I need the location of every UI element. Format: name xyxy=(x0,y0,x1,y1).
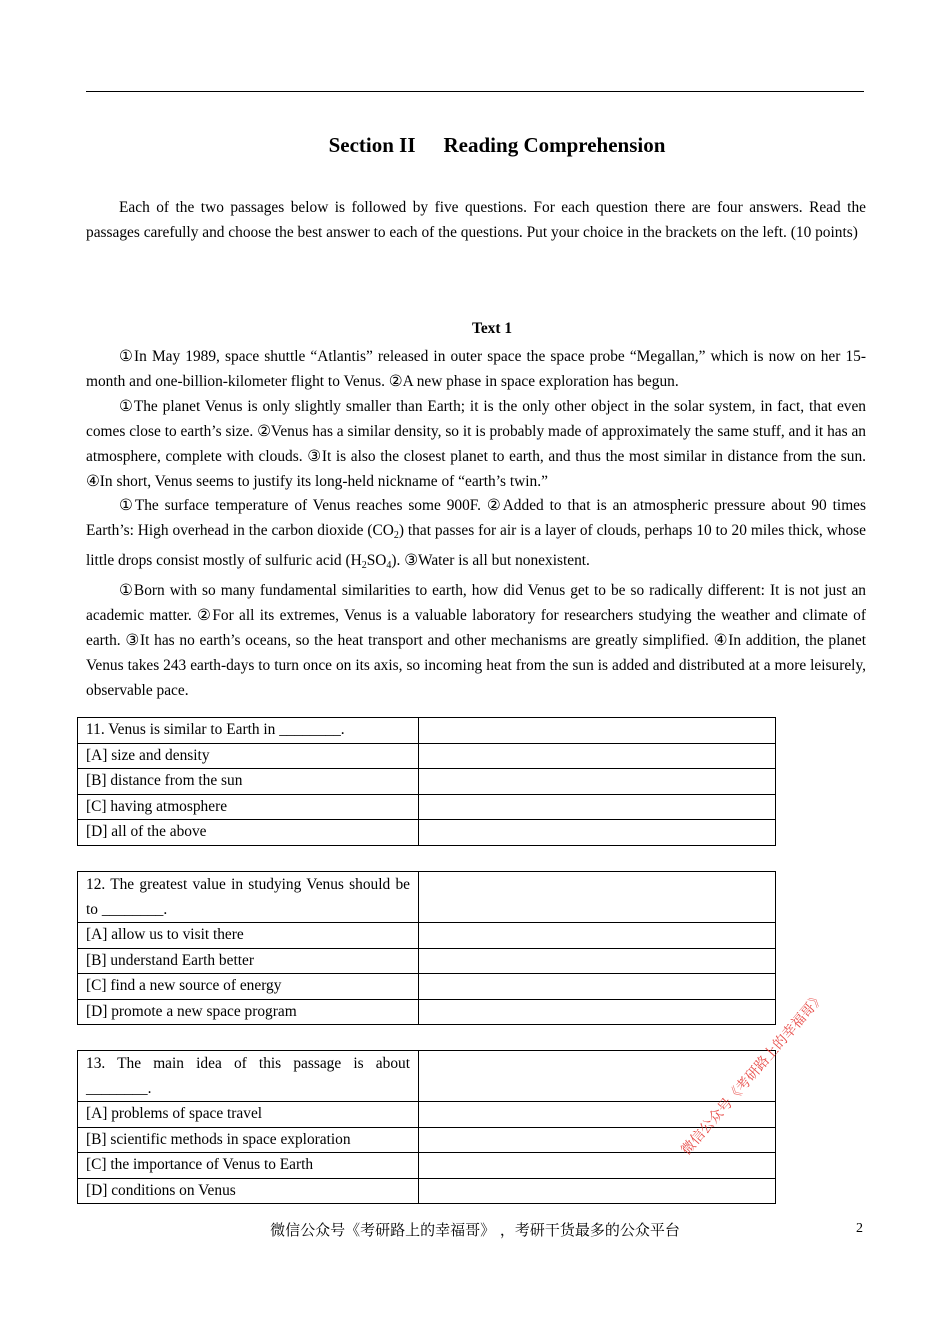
answer-cell xyxy=(419,1127,776,1153)
option-b[interactable]: [B] understand Earth better xyxy=(78,948,419,974)
option-b[interactable]: [B] distance from the sun xyxy=(78,769,419,795)
option-row xyxy=(78,1127,776,1153)
paragraph-3 xyxy=(86,494,866,579)
question-row xyxy=(78,872,776,923)
option-row xyxy=(78,923,776,949)
answer-cell[interactable] xyxy=(419,872,776,923)
answer-cell xyxy=(419,1153,776,1179)
option-row xyxy=(78,948,776,974)
option-c[interactable]: [C] having atmosphere xyxy=(78,794,419,820)
question-12-table xyxy=(77,871,776,1025)
answer-cell[interactable] xyxy=(419,718,776,744)
instructions-text: Each of the two passages below is followed by five questions. For each question there are four answers. Read the passages carefully and choose the best answer to each of the questions. Put your choice in the brackets on the left. (10 points) xyxy=(86,199,866,241)
answer-cell xyxy=(419,974,776,1000)
question-row xyxy=(78,718,776,744)
answer-cell xyxy=(419,1178,776,1204)
option-row xyxy=(78,1178,776,1204)
question-stem: 11. Venus is similar to Earth in ________. xyxy=(78,718,419,744)
option-row xyxy=(78,1102,776,1128)
watermark-stamp: 微信公众号《考研路上的幸福哥》 xyxy=(678,989,829,1159)
option-a[interactable]: [A] allow us to visit there xyxy=(78,923,419,949)
section-number: Section II xyxy=(328,133,416,157)
p3-part-a: ①The surface temperature of Venus reaches some 900F. ②Added to that is an atmospheric pressure about 90 times Earth’s: High overhead in the carbon dioxide (CO xyxy=(86,497,866,540)
option-d[interactable]: [D] promote a new space program xyxy=(78,999,419,1025)
option-c[interactable]: [C] the importance of Venus to Earth xyxy=(78,1153,419,1179)
question-13-table xyxy=(77,1050,776,1204)
paragraph-1: ①In May 1989, space shuttle “Atlantis” released in outer space the space probe “Megallan,” which is now on her 15-month and one-billion-kilometer flight to Venus. ②A new phase in space exploration has begun. xyxy=(86,348,866,390)
section-name: Reading Comprehension xyxy=(443,133,666,157)
answer-cell xyxy=(419,923,776,949)
question-stem: 13. The main idea of this passage is about ________. xyxy=(78,1051,419,1102)
option-b[interactable]: [B] scientific methods in space exploration xyxy=(78,1127,419,1153)
footer-text: 微信公众号《考研路上的幸福哥》 ，考研干货最多的公众平台 xyxy=(270,1221,680,1239)
passage xyxy=(86,345,866,704)
answer-cell xyxy=(419,820,776,846)
option-a[interactable]: [A] size and density xyxy=(78,743,419,769)
option-c[interactable]: [C] find a new source of energy xyxy=(78,974,419,1000)
option-row xyxy=(78,769,776,795)
question-11-table xyxy=(77,717,776,846)
footer xyxy=(0,1219,950,1240)
subscript-2b: 2 xyxy=(361,560,367,572)
subscript-4: 4 xyxy=(386,560,392,572)
question-row xyxy=(78,1051,776,1102)
question-stem: 12. The greatest value in studying Venus should be to ________. xyxy=(78,872,419,923)
answer-cell xyxy=(419,769,776,795)
option-row xyxy=(78,974,776,1000)
instructions xyxy=(86,196,866,246)
option-a[interactable]: [A] problems of space travel xyxy=(78,1102,419,1128)
answer-cell xyxy=(419,948,776,974)
page-number: 2 xyxy=(856,1221,863,1236)
option-row xyxy=(78,794,776,820)
p3-part-c: SO xyxy=(366,552,387,570)
p3-part-b: ) that passes for air is a layer of clouds, perhaps 10 to 20 miles thick, whose little drops consist mostly of sulfuric acid (H xyxy=(86,522,866,570)
option-row xyxy=(78,1153,776,1179)
text-title: Text 1 xyxy=(471,320,513,337)
option-row xyxy=(78,743,776,769)
section-title xyxy=(86,133,908,158)
option-row xyxy=(78,999,776,1025)
paragraph-4: ①Born with so many fundamental similarities to earth, how did Venus get to be so radically different: It is not just an academic matter. ②For all its extremes, Venus is a valuable laboratory for researchers studying the weather and climate of earth. ③It has no earth’s oceans, so the heat transport and other mechanisms are greatly simplified. ④In addition, the planet Venus takes 243 earth-days to turn once on its axis, so incoming heat from the sun is added and distributed at a more leisurely, observable pace. xyxy=(86,582,866,699)
option-row xyxy=(78,820,776,846)
answer-cell xyxy=(419,743,776,769)
option-d[interactable]: [D] conditions on Venus xyxy=(78,1178,419,1204)
paragraph-2: ①The planet Venus is only slightly smaller than Earth; it is the only other object in the solar system, in fact, that even comes close to earth’s size. ②Venus has a similar density, so it is probably made of approximately the same stuff, and it has an atmosphere, complete with clouds. ③It is also the closest planet to earth, and thus the most similar in distance from the sun. ④In short, Venus seems to justify its long-held nickname of “earth’s twin.” xyxy=(86,397,866,490)
subscript-2: 2 xyxy=(393,530,399,542)
answer-cell xyxy=(419,999,776,1025)
answer-cell xyxy=(419,794,776,820)
option-d[interactable]: [D] all of the above xyxy=(78,820,419,846)
p3-part-d: ). ③Water is all but nonexistent. xyxy=(391,552,590,570)
header-rule xyxy=(86,91,864,92)
